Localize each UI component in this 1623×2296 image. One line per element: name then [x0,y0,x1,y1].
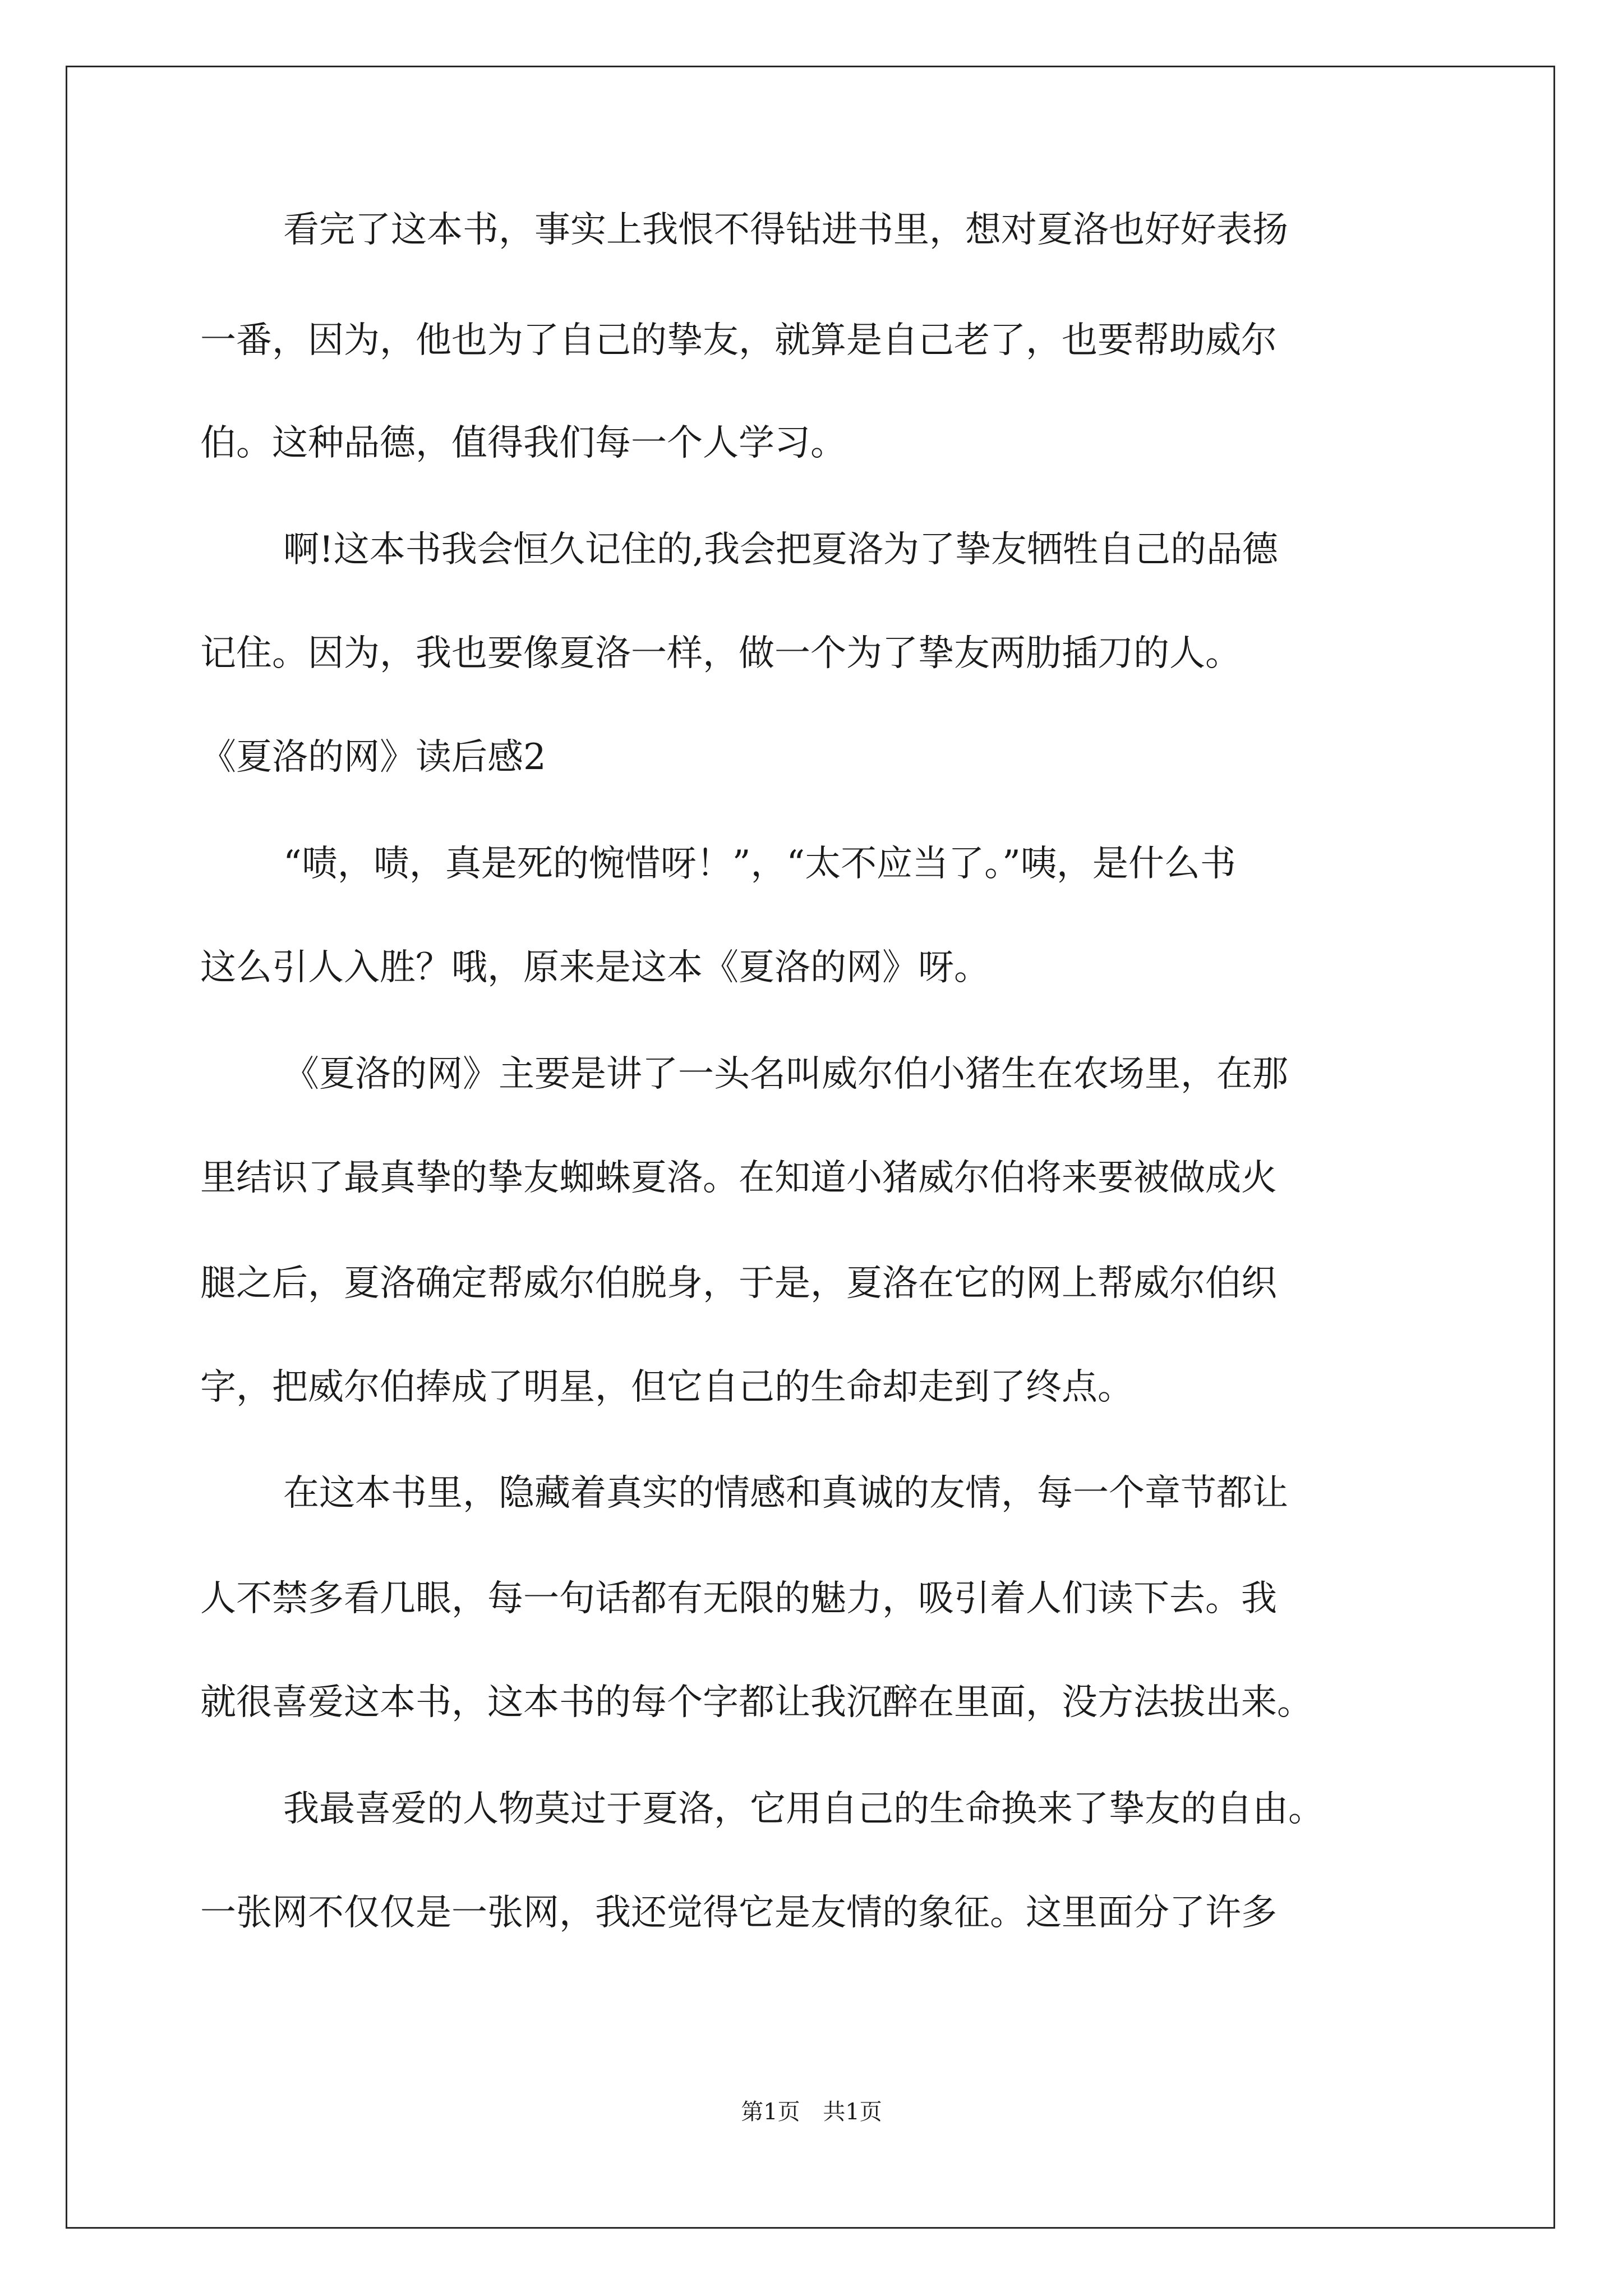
paragraph-line: 一番，因为，他也为了自己的挚友，就算是自己老了，也要帮助威尔 [200,320,1277,361]
paragraph-line: 里结识了最真挚的挚友蜘蛛夏洛。在知道小猪威尔伯将来要被做成火 [200,1157,1277,1199]
page-number-total: 共1页 [823,2099,882,2125]
paragraph-line: 一张网不仅仅是一张网，我还觉得它是友情的象征。这里面分了许多 [200,1892,1277,1934]
paragraph-line: 我最喜爱的人物莫过于夏洛，它用自己的生命换来了挚友的自由。 [283,1788,1324,1830]
paragraph-line: 看完了这本书，事实上我恨不得钻进书里，想对夏洛也好好表扬 [283,209,1288,251]
paragraph-line: 啊!这本书我会恒久记住的,我会把夏洛为了挚友牺牲自己的品德 [283,529,1279,570]
paragraph-line: 在这本书里，隐藏着真实的情感和真诚的友情，每一个章节都让 [283,1473,1288,1514]
paragraph-line: 人不禁多看几眼，每一句话都有无限的魅力，吸引着人们读下去。我 [200,1578,1277,1619]
page-number-current: 第1页 [741,2099,800,2125]
paragraph-line: 字，把威尔伯捧成了明星，但它自己的生命却走到了终点。 [200,1366,1133,1408]
paragraph-line: 就很喜爱这本书，这本书的每个字都让我沉醉在里面，没方法拔出来。 [200,1682,1313,1723]
paragraph-line: 这么引人入胜？哦，原来是这本《夏洛的网》呀。 [200,947,990,988]
paragraph-line: 记住。因为，我也要像夏洛一样，做一个为了挚友两肋插刀的人。 [200,633,1241,674]
paragraph-line: 腿之后，夏洛确定帮威尔伯脱身，于是，夏洛在它的网上帮威尔伯织 [200,1263,1277,1304]
paragraph-line: “啧，啧，真是死的惋惜呀！”，“太不应当了。”咦，是什么书 [283,843,1236,885]
section-heading: 《夏洛的网》读后感2 [200,737,546,778]
paragraph-line: 《夏洛的网》主要是讲了一头名叫威尔伯小猪生在农场里，在那 [283,1053,1288,1095]
paragraph-line: 伯。这种品德，值得我们每一个人学习。 [200,422,846,464]
page-footer [0,2098,1623,2126]
